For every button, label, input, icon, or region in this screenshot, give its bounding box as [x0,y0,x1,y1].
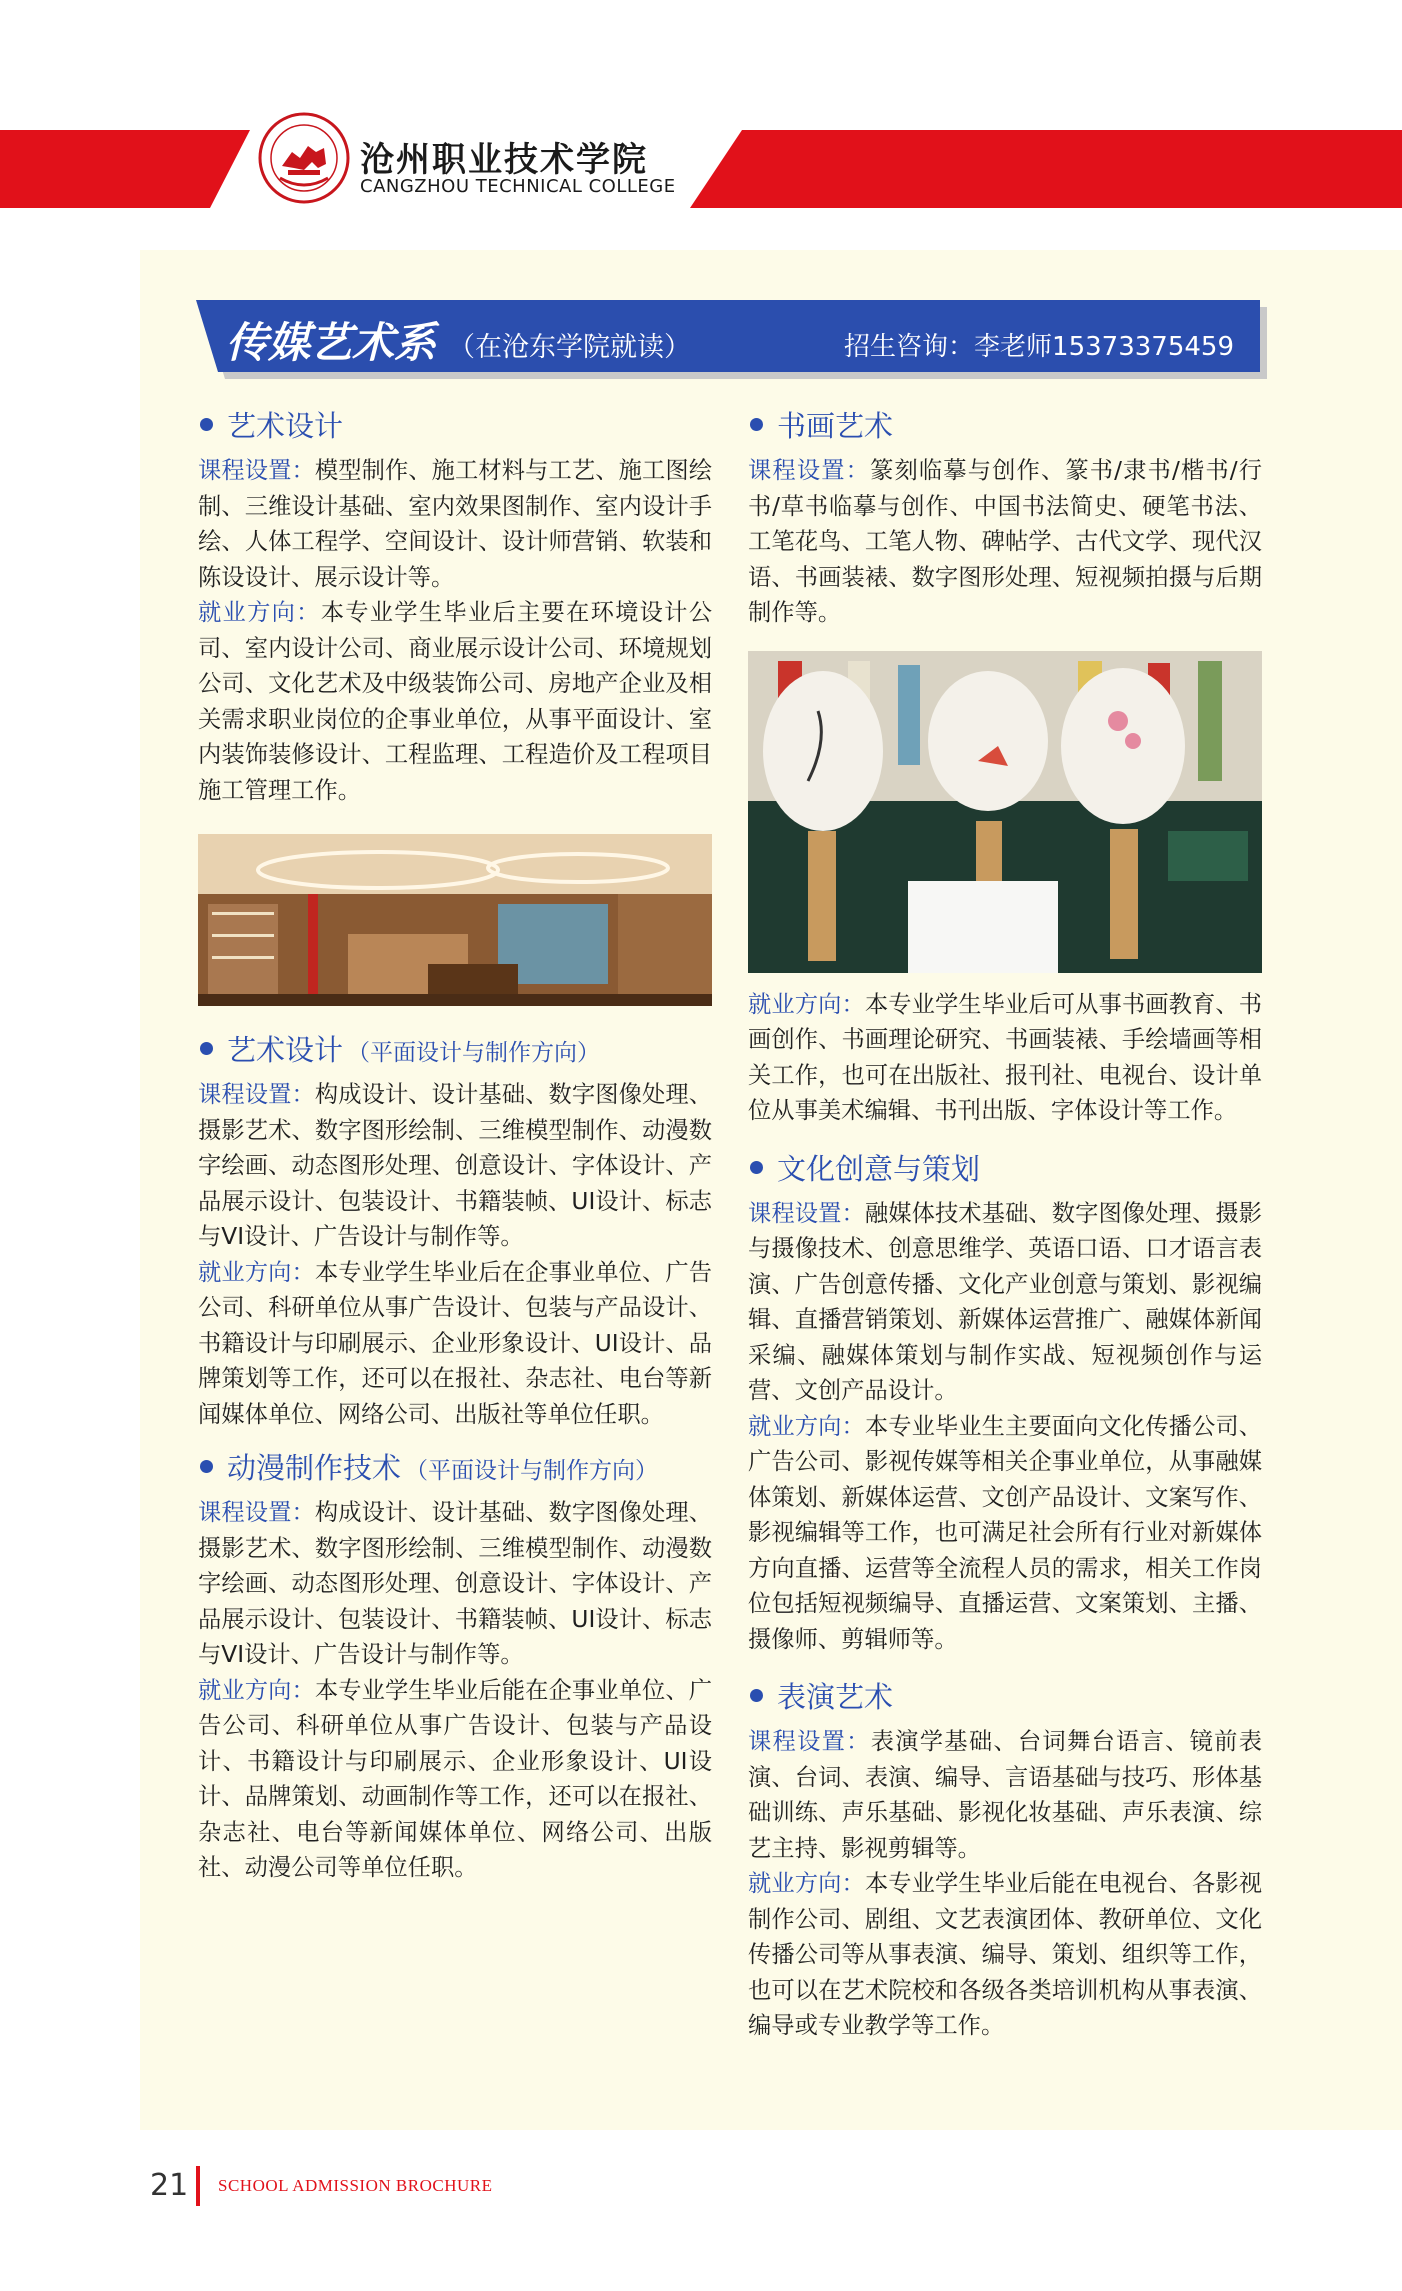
course-label: 课程设置： [198,1081,315,1108]
course-paragraph [198,1495,712,1673]
career-paragraph [748,1866,1262,2044]
career-text: 本专业毕业生主要面向文化传播公司、广告公司、影视传媒等相关企事业单位，从事融媒体策划、新媒体运营、文创产品设计、文案写作、影视编辑等工作，也可满足社会所有行业对新媒体方向直播、运营等全流程人员的需求，相关工作岗位包括短视频编导、直播运营、文案策划、主播、摄像师、剪辑师等。 [748,1412,1263,1653]
major-section [748,1147,1262,1658]
career-label: 就业方向： [198,1258,315,1286]
course-text: 篆刻临摹与创作、篆书/隶书/楷书/行书/草书临摹与创作、中国书法简史、硬笔书法、工笔花鸟、工笔人物、碑帖学、古代文学、现代汉语、书画装裱、数字图形处理、短视频拍摄与后期制作等。 [748,457,1263,626]
course-text: 构成设计、设计基础、数字图像处理、摄影艺术、数字图形绘制、三维模型制作、动漫数字绘画、动态图形处理、创意设计、字体设计、产品展示设计、包装设计、书籍装帧、UI设计、标志与VI设计、广告设计与制作等。 [198,1081,713,1250]
course-label: 课程设置： [748,1728,871,1755]
career-label: 就业方向： [198,599,321,626]
major-section [748,987,1262,1129]
school-name-en: CANGZHOU TECHNICAL COLLEGE [360,176,676,197]
career-paragraph [198,1255,712,1433]
major-section [198,1446,712,1886]
career-label: 就业方向： [748,990,865,1018]
course-paragraph [198,1077,712,1255]
career-label: 就业方向： [198,1676,315,1704]
career-label: 就业方向： [748,1870,865,1897]
major-section [198,404,712,808]
career-text: 本专业学生毕业后能在电视台、各影视制作公司、剧组、文艺表演团体、教研单位、文化传播公司等从事表演、编导、策划、组织等工作，也可以在艺术院校和各级各类培训机构从事表演、编导或专业教学等工作。 [748,1870,1263,2039]
major-subtitle: （平面设计与制作方向） [405,1458,659,1484]
course-label: 课程设置： [198,1499,315,1526]
course-paragraph [198,453,712,595]
major-title: 文化创意与策划 [777,1151,981,1186]
bullet-dot-icon [200,1042,213,1055]
career-paragraph [748,1409,1262,1658]
career-paragraph [748,987,1262,1129]
bullet-dot-icon [750,1161,763,1174]
bullet-dot-icon [750,418,763,431]
brochure-title: SCHOOL ADMISSION BROCHURE [218,2176,493,2195]
career-label: 就业方向： [748,1412,865,1440]
admission-contact: 招生咨询：李老师15373375459 [844,332,1234,362]
left-column [198,404,712,1886]
course-text: 表演学基础、台词舞台语言、镜前表演、台词、表演、编导、言语基础与技巧、形体基础训练、声乐基础、影视化妆基础、声乐表演、综艺主持、影视剪辑等。 [748,1728,1263,1862]
header-band-right [690,130,1402,208]
course-text: 融媒体技术基础、数字图像处理、摄影与摄像技术、创意思维学、英语口语、口才语言表演、广告创意传播、文化产业创意与策划、影视编辑、直播营销策划、新媒体运营推广、融媒体新闻采编、融媒体策划与制作实战、短视频创作与运营、文创产品设计。 [748,1199,1263,1404]
course-text: 构成设计、设计基础、数字图像处理、摄影艺术、数字图形绘制、三维模型制作、动漫数字绘画、动态图形处理、创意设计、字体设计、产品展示设计、包装设计、书籍装帧、UI设计、标志与VI设计、广告设计与制作等。 [198,1499,713,1668]
course-label: 课程设置： [748,457,871,484]
career-paragraph [198,595,712,808]
bullet-dot-icon [200,1460,213,1473]
major-title: 艺术设计 [227,1033,344,1067]
major-title: 表演艺术 [777,1680,894,1714]
major-section [198,1028,712,1432]
header-band-left [0,130,250,208]
course-paragraph [748,1724,1262,1866]
right-column [748,404,1262,2044]
interior-design-photo [198,834,712,1006]
course-text: 模型制作、施工材料与工艺、施工图绘制、三维设计基础、室内效果图制作、室内设计手绘、人体工程学、空间设计、设计师营销、软装和陈设设计、展示设计等。 [198,457,713,591]
department-name: 传媒艺术系 [226,318,437,367]
college-logo [258,112,350,204]
career-paragraph [198,1673,712,1886]
major-title: 艺术设计 [227,409,344,443]
footer-divider [196,2166,200,2206]
career-text: 本专业学生毕业后主要在环境设计公司、室内设计公司、商业展示设计公司、环境规划公司、文化艺术及中级装饰公司、房地产企业及相关需求职业岗位的企事业单位，从事平面设计、室内装饰装修设计、工程监理、工程造价及工程项目施工管理工作。 [198,599,713,804]
department-note: （在沧东学院就读） [448,332,691,363]
bullet-dot-icon [200,418,213,431]
major-section [748,404,1262,631]
school-name-cn: 沧州职业技术学院 [360,140,648,180]
career-text: 本专业学生毕业后能在企事业单位、广告公司、科研单位从事广告设计、包装与产品设计、书籍设计与印刷展示、企业形象设计、UI设计、品牌策划、动画制作等工作，还可以在报社、杂志社、电台等新闻媒体单位、网络公司、出版社、动漫公司等单位任职。 [198,1676,713,1881]
bullet-dot-icon [750,1689,763,1702]
major-section [748,1675,1262,2044]
course-paragraph [748,1196,1262,1409]
major-subtitle: （平面设计与制作方向） [347,1040,601,1066]
calligraphy-class-photo [748,651,1262,973]
career-text: 本专业学生毕业后可从事书画教育、书画创作、书画理论研究、书画装裱、手绘墙画等相关工作，也可在出版社、报刊社、电视台、设计单位从事美术编辑、书刊出版、字体设计等工作。 [748,990,1263,1124]
career-text: 本专业学生毕业后在企事业单位、广告公司、科研单位从事广告设计、包装与产品设计、书籍设计与印刷展示、企业形象设计、UI设计、品牌策划等工作，还可以在报社、杂志社、电台等新闻媒体单位、网络公司、出版社等单位任职。 [198,1258,713,1428]
major-title: 书画艺术 [777,409,894,443]
major-title: 动漫制作技术 [227,1451,402,1485]
course-label: 课程设置： [748,1199,865,1227]
page-number: 21 [150,2168,189,2203]
course-label: 课程设置： [198,457,315,484]
course-paragraph [748,453,1262,631]
